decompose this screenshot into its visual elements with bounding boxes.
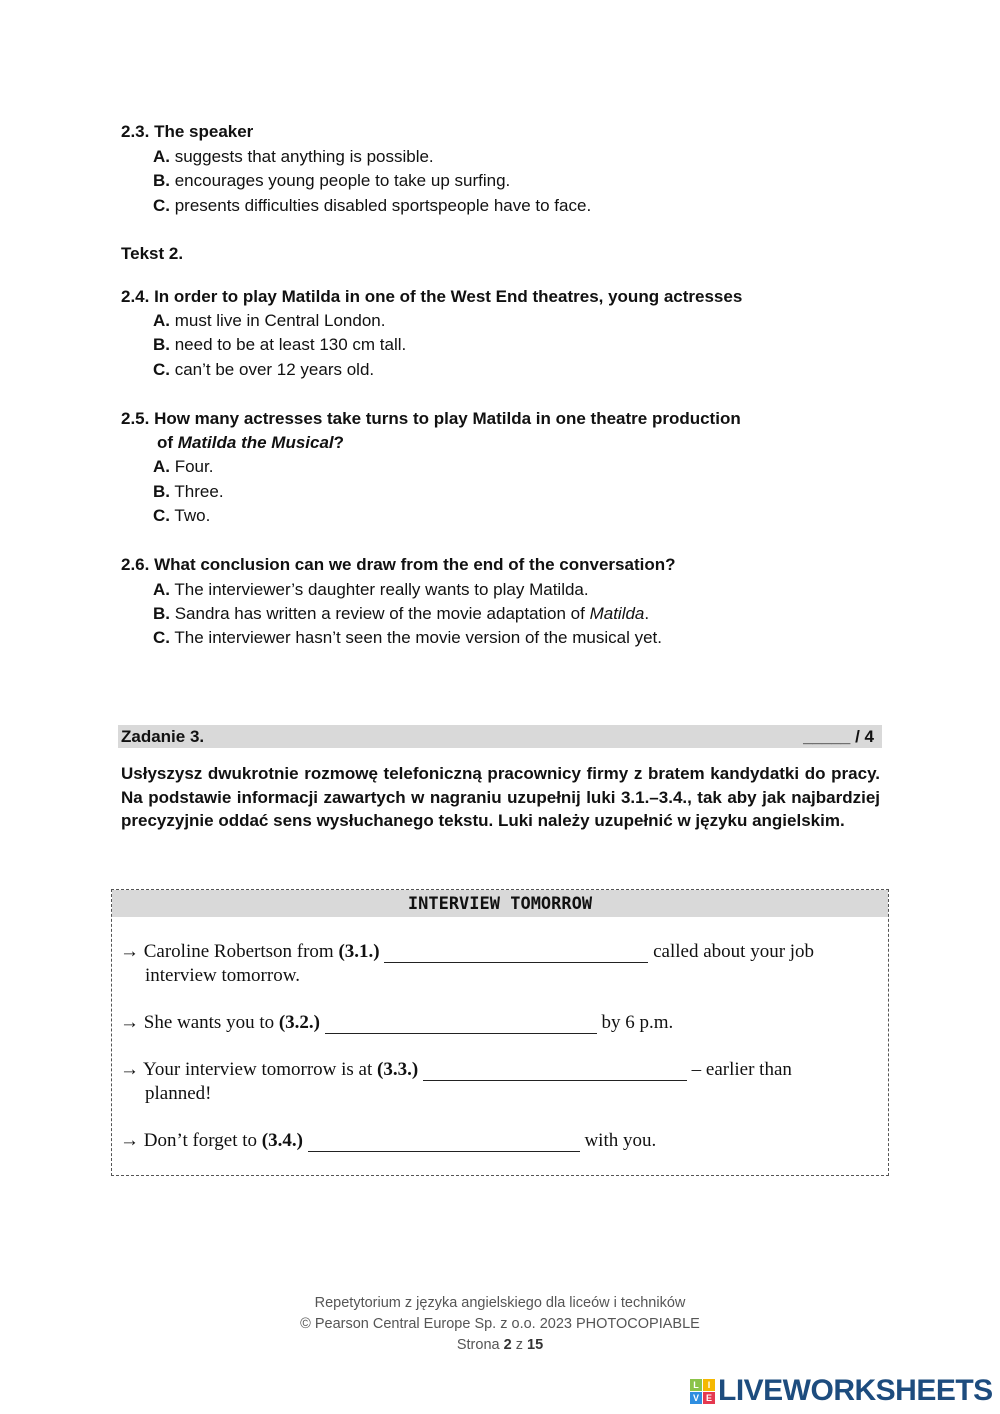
gap-item-3-4 <box>120 1129 880 1153</box>
text-2-heading: Tekst 2. <box>121 244 184 263</box>
page-sep: z <box>511 1337 527 1353</box>
option-b[interactable] <box>153 169 510 193</box>
item-text: Your interview tomorrow is at <box>139 1059 378 1080</box>
page-label: Strona <box>456 1337 504 1353</box>
stem-text: ? <box>333 433 345 452</box>
option-text: Four. <box>170 457 214 476</box>
option-text: . <box>644 604 650 623</box>
question-2-3: 2.3. The speaker <box>121 122 254 141</box>
gap-number: (3.1.) <box>338 941 380 962</box>
option-text: Three. <box>170 482 224 501</box>
title-italic: Matilda the Musical <box>177 433 334 452</box>
liveworksheets-logo <box>690 1374 993 1408</box>
option-letter: C. <box>153 360 170 379</box>
box-title: INTERVIEW TOMORROW <box>112 890 888 917</box>
option-text: encourages young people to take up surfing. <box>170 171 511 190</box>
option-letter: B. <box>153 604 170 623</box>
option-a[interactable] <box>153 578 589 602</box>
item-text: called about your job <box>648 941 815 962</box>
option-letter: A. <box>153 147 170 166</box>
option-text: Two. <box>170 506 211 525</box>
logo-text: LIVEWORKSHEETS <box>718 1374 993 1407</box>
item-text: She wants you to <box>139 1012 279 1033</box>
question-2-5-cont <box>157 431 344 455</box>
footer-copyright: © Pearson Central Europe Sp. z o.o. 2023 PHOTOCOPIABLE <box>300 1316 700 1332</box>
option-a[interactable] <box>153 145 434 169</box>
option-text: presents difficulties disabled sportspeople have to face. <box>170 196 592 215</box>
gap-number: (3.2.) <box>278 1012 321 1033</box>
logo-icon <box>690 1379 715 1404</box>
option-letter: A. <box>153 457 170 476</box>
arrow-icon: → <box>120 1012 139 1033</box>
option-c[interactable] <box>153 358 374 382</box>
gap-input-3-3[interactable] <box>423 1062 687 1081</box>
logo-letter: L <box>690 1379 702 1391</box>
question-2-4: 2.4. In order to play Matilda in one of the West End theatres, young actresses <box>121 287 743 306</box>
gap-number: (3.4.) <box>261 1130 303 1151</box>
logo-letter: E <box>703 1392 715 1404</box>
option-a[interactable] <box>153 455 213 479</box>
question-2-6: 2.6. What conclusion can we draw from the end of the conversation? <box>121 555 676 574</box>
task-instruction: Usłyszysz dwukrotnie rozmowę telefoniczną pracownicy firmy z bratem kandydatki do pracy. Na podstawie informacji zawartych w nagraniu uzupełnij luki 3.1.–3.4., tak aby jak najbardziej precyzyjnie oddać sens wysłuchanego tekstu. Luki należy uzupełnić w języku angielskim. <box>121 764 880 830</box>
item-text: – earlier than <box>686 1059 792 1080</box>
option-letter: B. <box>153 171 170 190</box>
option-text: Sandra has written a review of the movie adaptation of <box>170 604 590 623</box>
gap-fill-box <box>111 889 889 1176</box>
logo-letter: V <box>690 1392 702 1404</box>
question-2-5: 2.5. How many actresses take turns to play Matilda in one theatre production <box>121 409 741 428</box>
arrow-icon: → <box>120 1130 139 1151</box>
arrow-icon: → <box>120 941 139 962</box>
option-b[interactable] <box>153 480 224 504</box>
option-a[interactable] <box>153 309 385 333</box>
gap-item-3-3 <box>120 1058 880 1106</box>
option-text: suggests that anything is possible. <box>170 147 434 166</box>
title-italic: Matilda <box>589 604 645 623</box>
option-text: must live in Central London. <box>170 311 386 330</box>
item-text: by 6 p.m. <box>596 1012 674 1033</box>
option-letter: C. <box>153 196 170 215</box>
total-pages: 15 <box>527 1337 544 1353</box>
option-c[interactable] <box>153 504 210 528</box>
task-title: Zadanie 3. <box>121 727 205 746</box>
option-c[interactable] <box>153 626 662 650</box>
gap-item-3-1 <box>120 940 880 988</box>
gap-input-3-1[interactable] <box>384 944 648 963</box>
option-c[interactable] <box>153 194 591 218</box>
gap-number: (3.3.) <box>377 1059 419 1080</box>
footer-book-title: Repetytorium z języka angielskiego dla liceów i techników <box>314 1295 686 1311</box>
current-page: 2 <box>503 1337 512 1353</box>
item-text-continued: interview tomorrow. <box>145 965 300 986</box>
option-b[interactable] <box>153 602 649 626</box>
gap-item-3-2 <box>120 1011 880 1035</box>
item-text: Don’t forget to <box>139 1130 262 1151</box>
stem-text: of <box>157 433 178 452</box>
option-letter: C. <box>153 628 170 647</box>
item-text: with you. <box>579 1130 657 1151</box>
footer-page-number <box>0 1335 1000 1356</box>
option-letter: B. <box>153 482 170 501</box>
option-b[interactable] <box>153 333 406 357</box>
option-text: The interviewer hasn’t seen the movie version of the musical yet. <box>170 628 662 647</box>
option-text: can’t be over 12 years old. <box>170 360 375 379</box>
logo-letter: I <box>703 1379 715 1391</box>
option-text: The interviewer’s daughter really wants to play Matilda. <box>170 580 589 599</box>
item-text-continued: planned! <box>145 1083 212 1104</box>
task-3-header <box>118 725 882 748</box>
option-letter: C. <box>153 506 170 525</box>
arrow-icon: → <box>120 1059 139 1080</box>
task-score: _____ / 4 <box>803 727 874 746</box>
option-letter: B. <box>153 335 170 354</box>
item-text: Caroline Robertson from <box>139 941 339 962</box>
gap-input-3-2[interactable] <box>325 1015 597 1034</box>
footer <box>0 1293 1000 1356</box>
option-letter: A. <box>153 311 170 330</box>
option-letter: A. <box>153 580 170 599</box>
option-text: need to be at least 130 cm tall. <box>170 335 407 354</box>
gap-input-3-4[interactable] <box>308 1133 580 1152</box>
